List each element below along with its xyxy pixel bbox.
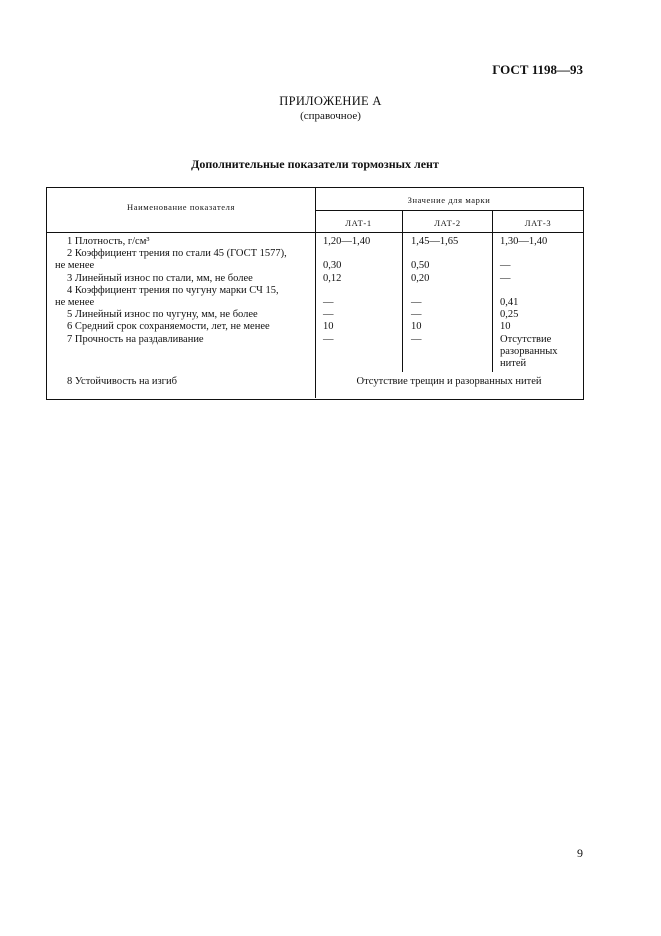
- value-cell-empty: [500, 248, 558, 260]
- value-cell: 0,50: [411, 260, 430, 272]
- value-cell: —: [323, 296, 334, 308]
- value-cell-empty: [411, 248, 458, 260]
- values-lat1: [323, 236, 370, 346]
- value-cell: —: [323, 333, 334, 345]
- value-cell: разорванных: [500, 345, 558, 357]
- value-cell-empty: [500, 285, 558, 297]
- value-cell-empty: [323, 248, 370, 260]
- merged-value-row-8: Отсутствие трещин и разорванных нитей: [356, 376, 542, 387]
- param-row-2-line-2: не менее: [55, 260, 95, 272]
- value-cell: 0,12: [323, 272, 342, 284]
- properties-table: [46, 187, 584, 400]
- value-cell: —: [500, 260, 511, 272]
- brand-header-lat3: ЛАТ-3: [524, 218, 552, 228]
- param-row-4-line-2: не менее: [55, 297, 95, 309]
- appendix-subtitle: (справочное): [300, 110, 361, 122]
- brand-group-header: Значение для марки: [407, 195, 491, 205]
- column-divider-1: [402, 210, 403, 372]
- table-title: Дополнительные показатели тормозных лент: [191, 157, 439, 171]
- value-cell: —: [411, 333, 422, 345]
- values-lat3: [500, 236, 558, 370]
- standard-number: ГОСТ 1198—93: [492, 62, 583, 77]
- column-divider-2: [492, 210, 493, 372]
- appendix-title: ПРИЛОЖЕНИЕ А: [279, 94, 382, 108]
- value-cell: 10: [323, 321, 334, 333]
- value-cell: 10: [500, 321, 511, 333]
- value-cell: 1,20—1,40: [323, 236, 371, 247]
- param-row-2-line-1: 2 Коэффициент трения по стали 45 (ГОСТ 1577),: [67, 248, 287, 260]
- appendix-heading: [0, 94, 661, 122]
- param-column-header: Наименование показателя: [126, 202, 235, 212]
- param-row-7: 7 Прочность на раздавливание: [67, 333, 204, 345]
- value-cell-empty: [323, 285, 370, 297]
- value-cell: 0,30: [323, 260, 342, 272]
- value-cell: 0,41: [500, 296, 519, 308]
- param-row-5: 5 Линейный износ по чугуну, мм, не более: [67, 309, 258, 321]
- value-cell-empty: [411, 285, 458, 297]
- param-row-4-line-1: 4 Коэффициент трения по чугуну марки СЧ 15,: [67, 284, 279, 296]
- value-cell: —: [411, 296, 422, 308]
- brand-header-lat2: ЛАТ-2: [434, 218, 461, 228]
- parameter-list: [55, 236, 313, 346]
- value-cell: 0,20: [411, 272, 430, 284]
- value-cell: —: [500, 272, 511, 284]
- value-cell: 0,25: [500, 309, 519, 321]
- brand-header-lat1: ЛАТ-1: [345, 218, 372, 228]
- value-cell: 10: [411, 321, 422, 333]
- value-cell: 1,30—1,40: [500, 236, 548, 247]
- param-row-1: 1 Плотность, г/см³: [67, 236, 150, 247]
- value-cell: —: [323, 309, 334, 321]
- param-row-3: 3 Линейный износ по стали, мм, не более: [67, 272, 253, 284]
- header-divider: [47, 232, 583, 233]
- param-row-6: 6 Средний срок сохраняемости, лет, не менее: [67, 321, 270, 333]
- page-number: 9: [577, 846, 583, 860]
- subheader-divider: [315, 210, 583, 211]
- values-lat2: [411, 236, 458, 346]
- value-cell: Отсутствие: [500, 333, 552, 345]
- value-cell: нитей: [500, 357, 527, 369]
- value-cell: —: [411, 309, 422, 321]
- value-cell: 1,45—1,65: [411, 236, 459, 247]
- param-row-8: 8 Устойчивость на изгиб: [67, 376, 177, 387]
